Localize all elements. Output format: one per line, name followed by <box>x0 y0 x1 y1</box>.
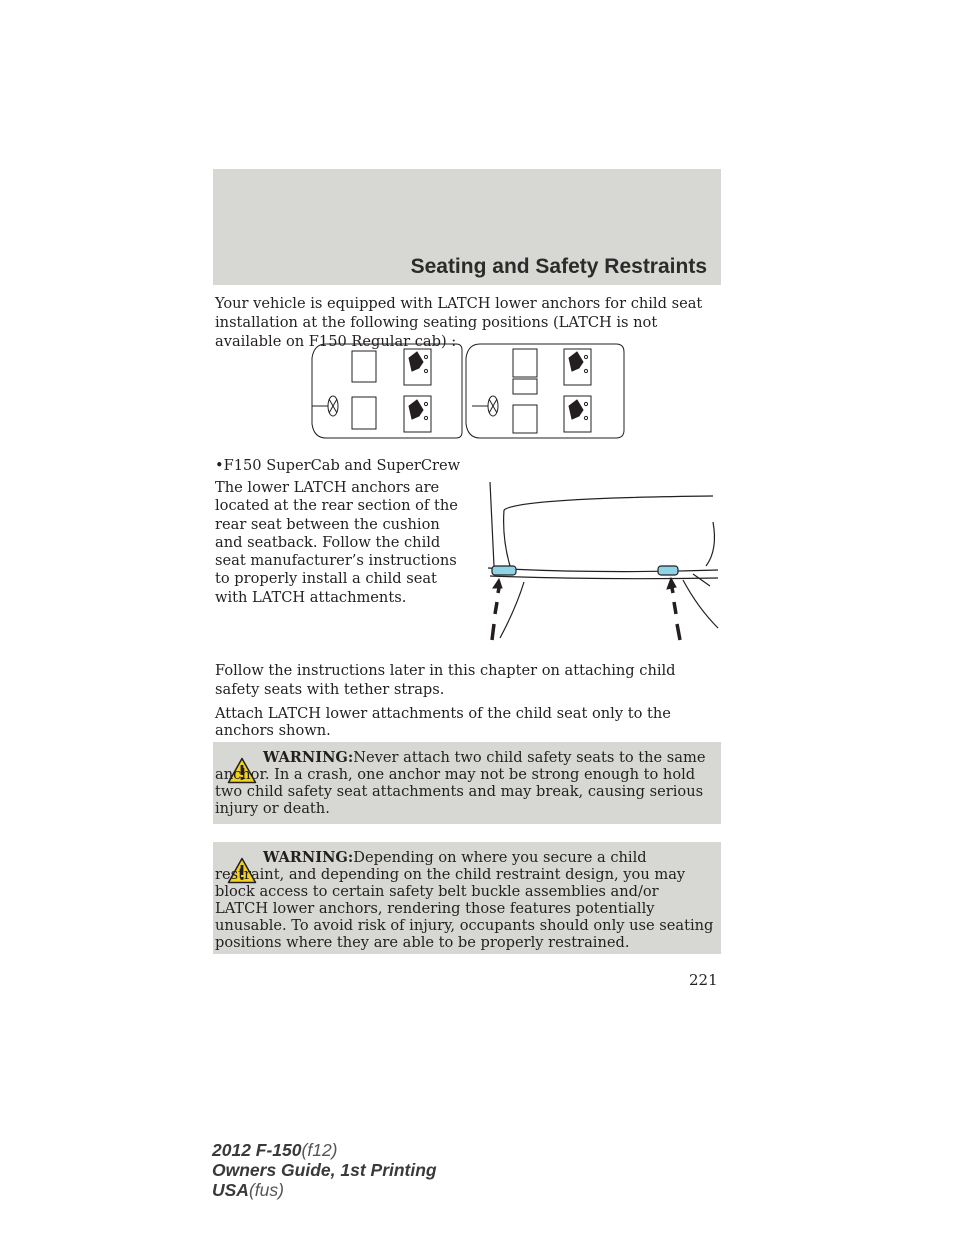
latch-anchor <box>658 566 678 575</box>
child-seat-icon <box>404 349 431 385</box>
page-number: 221 <box>689 971 718 989</box>
section-header <box>213 169 721 285</box>
footer-region-code: (fus) <box>248 1180 284 1200</box>
warning-box-2 <box>213 842 721 954</box>
footer-model-code: (f12) <box>301 1140 338 1160</box>
intro-paragraph: Your vehicle is equipped with LATCH lower anchors for child seat installation at the following seating positions (LATCH is not available on F150 Regular cab) : <box>215 295 703 350</box>
warning-box-1 <box>213 742 721 824</box>
latch-location-paragraph: The lower LATCH anchors are located at the rear section of the rear seat between the cushion and seatback. Follow the child seat manufacturer’s instructions to properly install a child seat with LATCH attachments. <box>215 479 458 606</box>
warning-label: WARNING: <box>263 749 354 766</box>
footer-region: USA <box>212 1180 249 1200</box>
document-footer <box>212 1140 437 1200</box>
warning-label: WARNING: <box>263 849 354 866</box>
warning-text: Never attach two child safety seats to the same anchor. In a crash, one anchor may not be strong enough to hold two child safety seat attachments and may break, causing serious injury or death. <box>215 749 706 817</box>
pointer-arrow-left <box>492 579 502 640</box>
seating-position-diagram <box>308 340 626 440</box>
warning-text: Depending on where you secure a child restraint, and depending on the child restraint design, you may block access to certain safety belt buckle assemblies and/or LATCH lower anchors, rendering those features potentially unusable. To avoid risk of injury, occupants should only use seating positions where they are able to be properly restrained. <box>215 849 714 951</box>
bullet-supercab-supercrew: •F150 SuperCab and SuperCrew <box>215 457 461 474</box>
section-title: Seating and Safety Restraints <box>410 255 707 278</box>
attach-note-paragraph: Attach LATCH lower attachments of the child seat only to the anchors shown. <box>215 705 671 739</box>
latch-anchor-illustration <box>478 478 723 648</box>
supercrew-diagram <box>466 344 624 438</box>
footer-model: 2012 F-150 <box>212 1140 302 1160</box>
child-seat-icon <box>404 396 431 432</box>
child-seat-icon <box>564 349 591 385</box>
tether-note-paragraph: Follow the instructions later in this chapter on attaching child safety seats with tether straps. <box>215 662 676 698</box>
supercab-diagram <box>312 344 462 438</box>
pointer-arrow-right <box>667 578 680 640</box>
latch-anchor <box>492 566 516 575</box>
child-seat-icon <box>564 396 591 432</box>
footer-guide: Owners Guide, 1st Printing <box>212 1160 437 1180</box>
